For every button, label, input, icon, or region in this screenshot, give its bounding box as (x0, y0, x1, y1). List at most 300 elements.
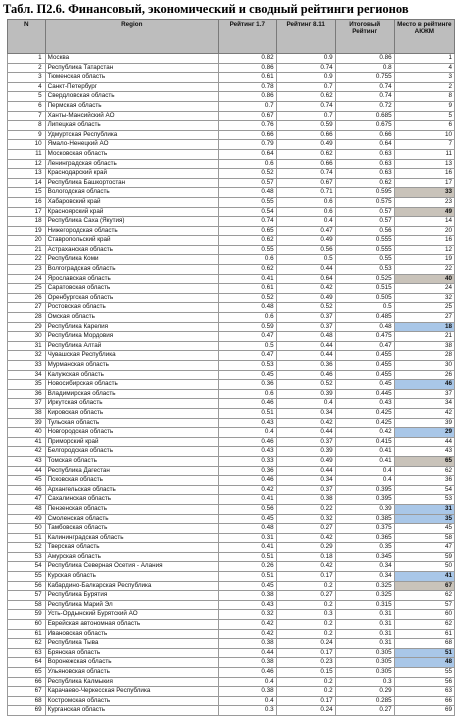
cell-n: 4 (8, 82, 46, 92)
cell-total-rating: 0.305 (335, 648, 394, 658)
cell-n: 28 (8, 313, 46, 323)
cell-n: 51 (8, 533, 46, 543)
cell-akzhm-place: 7 (394, 140, 454, 150)
cell-region: Кировская область (45, 408, 218, 418)
table-row (8, 207, 455, 217)
header-rating-8-11: Рейтинг 8.11 (276, 20, 335, 54)
cell-total-rating: 0.74 (335, 82, 394, 92)
table-row (8, 610, 455, 620)
cell-region: Московская область (45, 149, 218, 159)
cell-region: Хабаровский край (45, 197, 218, 207)
cell-rating-1-7: 0.44 (218, 648, 276, 658)
table-row (8, 466, 455, 476)
cell-total-rating: 0.39 (335, 504, 394, 514)
cell-rating-8-11: 0.56 (276, 245, 335, 255)
cell-n: 45 (8, 476, 46, 486)
cell-rating-1-7: 0.46 (218, 668, 276, 678)
cell-rating-8-11: 0.2 (276, 677, 335, 687)
cell-total-rating: 0.29 (335, 687, 394, 697)
cell-rating-8-11: 0.39 (276, 389, 335, 399)
cell-total-rating: 0.34 (335, 562, 394, 572)
cell-akzhm-place: 36 (394, 476, 454, 486)
cell-akzhm-place: 60 (394, 610, 454, 620)
cell-n: 61 (8, 629, 46, 639)
cell-total-rating: 0.63 (335, 159, 394, 169)
cell-rating-8-11: 0.36 (276, 361, 335, 371)
cell-total-rating: 0.675 (335, 121, 394, 131)
table-row (8, 418, 455, 428)
cell-total-rating: 0.505 (335, 293, 394, 303)
table-row (8, 696, 455, 706)
cell-akzhm-place: 62 (394, 591, 454, 601)
cell-rating-1-7: 0.41 (218, 543, 276, 553)
cell-rating-8-11: 0.37 (276, 313, 335, 323)
cell-total-rating: 0.43 (335, 399, 394, 409)
cell-region: Оренбургская область (45, 293, 218, 303)
cell-rating-8-11: 0.2 (276, 687, 335, 697)
cell-rating-1-7: 0.86 (218, 63, 276, 73)
cell-n: 58 (8, 600, 46, 610)
cell-region: Омская область (45, 313, 218, 323)
cell-total-rating: 0.47 (335, 341, 394, 351)
cell-total-rating: 0.375 (335, 524, 394, 534)
cell-akzhm-place: 27 (394, 313, 454, 323)
cell-region: Тюменская область (45, 73, 218, 83)
cell-total-rating: 0.35 (335, 543, 394, 553)
cell-akzhm-place: 13 (394, 159, 454, 169)
cell-total-rating: 0.57 (335, 217, 394, 227)
cell-total-rating: 0.595 (335, 188, 394, 198)
cell-total-rating: 0.57 (335, 207, 394, 217)
table-row (8, 428, 455, 438)
cell-rating-8-11: 0.46 (276, 370, 335, 380)
cell-total-rating: 0.64 (335, 140, 394, 150)
cell-rating-8-11: 0.52 (276, 303, 335, 313)
table-row (8, 274, 455, 284)
cell-akzhm-place: 12 (394, 245, 454, 255)
cell-region: Ульяновская область (45, 668, 218, 678)
table-row (8, 629, 455, 639)
cell-region: Республика Тыва (45, 639, 218, 649)
cell-rating-8-11: 0.49 (276, 140, 335, 150)
table-row (8, 121, 455, 131)
cell-n: 43 (8, 456, 46, 466)
cell-akzhm-place: 61 (394, 629, 454, 639)
cell-region: Приморский край (45, 437, 218, 447)
cell-region: Курская область (45, 572, 218, 582)
cell-rating-1-7: 0.61 (218, 73, 276, 83)
cell-rating-8-11: 0.6 (276, 197, 335, 207)
cell-rating-1-7: 0.42 (218, 629, 276, 639)
cell-akzhm-place: 46 (394, 380, 454, 390)
cell-total-rating: 0.8 (335, 63, 394, 73)
cell-rating-1-7: 0.36 (218, 466, 276, 476)
table-row (8, 101, 455, 111)
cell-akzhm-place: 3 (394, 73, 454, 83)
cell-n: 41 (8, 437, 46, 447)
cell-total-rating: 0.385 (335, 514, 394, 524)
cell-akzhm-place: 49 (394, 207, 454, 217)
table-row (8, 456, 455, 466)
table-row (8, 447, 455, 457)
cell-akzhm-place: 10 (394, 130, 454, 140)
cell-region: Смоленская область (45, 514, 218, 524)
cell-rating-1-7: 0.48 (218, 188, 276, 198)
cell-rating-1-7: 0.55 (218, 245, 276, 255)
table-row (8, 63, 455, 73)
cell-n: 56 (8, 581, 46, 591)
cell-region: Брянская область (45, 648, 218, 658)
cell-rating-1-7: 0.66 (218, 130, 276, 140)
cell-rating-1-7: 0.46 (218, 476, 276, 486)
table-row (8, 485, 455, 495)
cell-region: Томская область (45, 456, 218, 466)
table-row (8, 313, 455, 323)
cell-region: Краснодарский край (45, 169, 218, 179)
cell-region: Ивановская область (45, 629, 218, 639)
cell-akzhm-place: 48 (394, 658, 454, 668)
cell-total-rating: 0.395 (335, 485, 394, 495)
table-row (8, 361, 455, 371)
cell-rating-8-11: 0.44 (276, 351, 335, 361)
cell-total-rating: 0.425 (335, 408, 394, 418)
cell-region: Волгоградская область (45, 265, 218, 275)
table-row (8, 341, 455, 351)
cell-akzhm-place: 54 (394, 485, 454, 495)
table-row (8, 149, 455, 159)
cell-n: 49 (8, 514, 46, 524)
cell-rating-8-11: 0.17 (276, 648, 335, 658)
cell-rating-1-7: 0.76 (218, 121, 276, 131)
table-row (8, 226, 455, 236)
cell-n: 3 (8, 73, 46, 83)
cell-rating-8-11: 0.62 (276, 149, 335, 159)
cell-n: 19 (8, 226, 46, 236)
header-region: Region (45, 20, 218, 54)
cell-rating-1-7: 0.43 (218, 600, 276, 610)
cell-total-rating: 0.395 (335, 495, 394, 505)
cell-rating-1-7: 0.78 (218, 82, 276, 92)
cell-total-rating: 0.72 (335, 101, 394, 111)
cell-akzhm-place: 39 (394, 418, 454, 428)
cell-n: 40 (8, 428, 46, 438)
cell-n: 37 (8, 399, 46, 409)
cell-region: Пензенская область (45, 504, 218, 514)
cell-rating-8-11: 0.49 (276, 236, 335, 246)
cell-rating-8-11: 0.18 (276, 552, 335, 562)
cell-akzhm-place: 53 (394, 495, 454, 505)
cell-total-rating: 0.285 (335, 696, 394, 706)
cell-rating-1-7: 0.36 (218, 380, 276, 390)
cell-total-rating: 0.445 (335, 389, 394, 399)
cell-total-rating: 0.74 (335, 92, 394, 102)
cell-n: 32 (8, 351, 46, 361)
cell-rating-8-11: 0.29 (276, 543, 335, 553)
cell-n: 34 (8, 370, 46, 380)
cell-akzhm-place: 2 (394, 82, 454, 92)
cell-rating-1-7: 0.4 (218, 696, 276, 706)
table-row (8, 581, 455, 591)
cell-total-rating: 0.475 (335, 332, 394, 342)
cell-n: 62 (8, 639, 46, 649)
cell-total-rating: 0.325 (335, 591, 394, 601)
cell-total-rating: 0.525 (335, 274, 394, 284)
cell-total-rating: 0.66 (335, 130, 394, 140)
cell-region: Владимирская область (45, 389, 218, 399)
table-row (8, 504, 455, 514)
cell-rating-1-7: 0.57 (218, 178, 276, 188)
cell-n: 69 (8, 706, 46, 716)
cell-region: Республика Мордовия (45, 332, 218, 342)
cell-akzhm-place: 43 (394, 447, 454, 457)
cell-n: 18 (8, 217, 46, 227)
cell-region: Республика Башкортостан (45, 178, 218, 188)
cell-rating-8-11: 0.66 (276, 130, 335, 140)
cell-n: 31 (8, 341, 46, 351)
cell-rating-8-11: 0.42 (276, 562, 335, 572)
cell-rating-1-7: 0.5 (218, 341, 276, 351)
cell-n: 48 (8, 504, 46, 514)
cell-n: 22 (8, 255, 46, 265)
cell-region: Сахалинская область (45, 495, 218, 505)
cell-total-rating: 0.31 (335, 610, 394, 620)
cell-total-rating: 0.45 (335, 380, 394, 390)
cell-akzhm-place: 51 (394, 648, 454, 658)
cell-rating-8-11: 0.7 (276, 111, 335, 121)
table-row (8, 620, 455, 630)
table-row (8, 514, 455, 524)
cell-rating-1-7: 0.51 (218, 408, 276, 418)
cell-rating-8-11: 0.37 (276, 322, 335, 332)
cell-n: 66 (8, 677, 46, 687)
cell-rating-1-7: 0.74 (218, 217, 276, 227)
cell-total-rating: 0.62 (335, 178, 394, 188)
cell-rating-1-7: 0.79 (218, 140, 276, 150)
cell-rating-1-7: 0.48 (218, 303, 276, 313)
cell-n: 17 (8, 207, 46, 217)
table-row (8, 600, 455, 610)
cell-akzhm-place: 55 (394, 668, 454, 678)
cell-n: 39 (8, 418, 46, 428)
cell-total-rating: 0.4 (335, 476, 394, 486)
cell-rating-1-7: 0.48 (218, 524, 276, 534)
table-row (8, 408, 455, 418)
cell-akzhm-place: 26 (394, 370, 454, 380)
cell-rating-8-11: 0.3 (276, 610, 335, 620)
cell-rating-8-11: 0.52 (276, 380, 335, 390)
cell-akzhm-place: 6 (394, 121, 454, 131)
cell-rating-8-11: 0.42 (276, 418, 335, 428)
cell-rating-8-11: 0.44 (276, 341, 335, 351)
cell-total-rating: 0.425 (335, 418, 394, 428)
cell-total-rating: 0.31 (335, 620, 394, 630)
cell-n: 14 (8, 178, 46, 188)
cell-akzhm-place: 59 (394, 552, 454, 562)
cell-n: 53 (8, 552, 46, 562)
cell-region: Ярославская область (45, 274, 218, 284)
table-row (8, 399, 455, 409)
cell-region: Калининградская область (45, 533, 218, 543)
cell-n: 7 (8, 111, 46, 121)
cell-rating-1-7: 0.7 (218, 101, 276, 111)
ratings-table (7, 19, 455, 716)
table-row (8, 322, 455, 332)
cell-rating-8-11: 0.9 (276, 73, 335, 83)
cell-n: 47 (8, 495, 46, 505)
cell-akzhm-place: 68 (394, 639, 454, 649)
cell-akzhm-place: 8 (394, 92, 454, 102)
cell-region: Республика Дагестан (45, 466, 218, 476)
cell-akzhm-place: 19 (394, 255, 454, 265)
cell-total-rating: 0.3 (335, 677, 394, 687)
cell-total-rating: 0.41 (335, 456, 394, 466)
cell-akzhm-place: 45 (394, 524, 454, 534)
header-total-rating: Итоговый Рейтинг (335, 20, 394, 54)
cell-n: 25 (8, 284, 46, 294)
cell-n: 54 (8, 562, 46, 572)
cell-rating-1-7: 0.26 (218, 562, 276, 572)
cell-rating-1-7: 0.45 (218, 370, 276, 380)
cell-total-rating: 0.4 (335, 466, 394, 476)
cell-total-rating: 0.31 (335, 629, 394, 639)
cell-n: 8 (8, 121, 46, 131)
cell-rating-8-11: 0.37 (276, 437, 335, 447)
cell-rating-8-11: 0.74 (276, 101, 335, 111)
cell-region: Курганская область (45, 706, 218, 716)
cell-region: Белгородская область (45, 447, 218, 457)
cell-n: 55 (8, 572, 46, 582)
cell-region: Ямало-Ненецкий АО (45, 140, 218, 150)
table-row (8, 648, 455, 658)
table-row (8, 303, 455, 313)
cell-akzhm-place: 14 (394, 217, 454, 227)
cell-rating-1-7: 0.52 (218, 293, 276, 303)
cell-rating-1-7: 0.62 (218, 265, 276, 275)
cell-rating-1-7: 0.45 (218, 581, 276, 591)
cell-region: Иркутская область (45, 399, 218, 409)
header-akzhm-place: Место в рейтинге АКЖМ (394, 20, 454, 54)
cell-total-rating: 0.5 (335, 303, 394, 313)
table-row (8, 706, 455, 716)
cell-n: 1 (8, 54, 46, 64)
cell-n: 60 (8, 620, 46, 630)
cell-akzhm-place: 41 (394, 572, 454, 582)
cell-total-rating: 0.86 (335, 54, 394, 64)
cell-region: Еврейская автономная область (45, 620, 218, 630)
cell-rating-8-11: 0.2 (276, 600, 335, 610)
table-body (8, 54, 455, 716)
cell-rating-8-11: 0.71 (276, 188, 335, 198)
cell-region: Архангельская область (45, 485, 218, 495)
cell-rating-1-7: 0.46 (218, 437, 276, 447)
cell-rating-8-11: 0.38 (276, 495, 335, 505)
cell-akzhm-place: 44 (394, 437, 454, 447)
cell-region: Ханты-Мансийский АО (45, 111, 218, 121)
cell-n: 35 (8, 380, 46, 390)
cell-rating-1-7: 0.41 (218, 274, 276, 284)
cell-rating-1-7: 0.43 (218, 418, 276, 428)
cell-region: Калужская область (45, 370, 218, 380)
cell-region: Республика Саха (Якутия) (45, 217, 218, 227)
cell-akzhm-place: 58 (394, 533, 454, 543)
cell-akzhm-place: 42 (394, 408, 454, 418)
table-row (8, 169, 455, 179)
table-row (8, 197, 455, 207)
table-row (8, 476, 455, 486)
cell-total-rating: 0.27 (335, 706, 394, 716)
cell-n: 24 (8, 274, 46, 284)
cell-region: Республика Алтай (45, 341, 218, 351)
cell-rating-8-11: 0.5 (276, 255, 335, 265)
cell-rating-8-11: 0.64 (276, 274, 335, 284)
cell-n: 9 (8, 130, 46, 140)
table-row (8, 73, 455, 83)
cell-region: Санкт-Петербург (45, 82, 218, 92)
cell-rating-8-11: 0.32 (276, 514, 335, 524)
cell-akzhm-place: 32 (394, 293, 454, 303)
cell-akzhm-place: 50 (394, 562, 454, 572)
table-row (8, 658, 455, 668)
cell-rating-8-11: 0.24 (276, 639, 335, 649)
cell-rating-8-11: 0.4 (276, 217, 335, 227)
table-row (8, 236, 455, 246)
cell-rating-8-11: 0.34 (276, 408, 335, 418)
cell-region: Ставропольский край (45, 236, 218, 246)
cell-region: Тамбовская область (45, 524, 218, 534)
cell-n: 11 (8, 149, 46, 159)
cell-rating-8-11: 0.74 (276, 169, 335, 179)
cell-n: 30 (8, 332, 46, 342)
cell-total-rating: 0.56 (335, 226, 394, 236)
cell-total-rating: 0.365 (335, 533, 394, 543)
cell-region: Карачаево-Черкесская Республика (45, 687, 218, 697)
cell-region: Тверская область (45, 543, 218, 553)
cell-rating-8-11: 0.6 (276, 207, 335, 217)
cell-rating-8-11: 0.9 (276, 54, 335, 64)
cell-total-rating: 0.41 (335, 447, 394, 457)
cell-akzhm-place: 1 (394, 54, 454, 64)
cell-akzhm-place: 4 (394, 63, 454, 73)
cell-region: Астраханская область (45, 245, 218, 255)
cell-n: 23 (8, 265, 46, 275)
cell-n: 42 (8, 447, 46, 457)
cell-rating-8-11: 0.17 (276, 696, 335, 706)
cell-rating-8-11: 0.44 (276, 265, 335, 275)
cell-rating-8-11: 0.27 (276, 524, 335, 534)
cell-akzhm-place: 21 (394, 332, 454, 342)
cell-n: 57 (8, 591, 46, 601)
table-row (8, 178, 455, 188)
cell-total-rating: 0.415 (335, 437, 394, 447)
cell-akzhm-place: 38 (394, 341, 454, 351)
cell-rating-8-11: 0.17 (276, 572, 335, 582)
cell-region: Псковская область (45, 476, 218, 486)
cell-region: Республика Карелия (45, 322, 218, 332)
cell-rating-1-7: 0.64 (218, 149, 276, 159)
cell-rating-1-7: 0.86 (218, 92, 276, 102)
cell-akzhm-place: 18 (394, 322, 454, 332)
cell-n: 12 (8, 159, 46, 169)
cell-n: 64 (8, 658, 46, 668)
cell-total-rating: 0.755 (335, 73, 394, 83)
cell-akzhm-place: 62 (394, 466, 454, 476)
cell-total-rating: 0.48 (335, 322, 394, 332)
cell-akzhm-place: 30 (394, 361, 454, 371)
cell-rating-8-11: 0.62 (276, 92, 335, 102)
cell-region: Тульская область (45, 418, 218, 428)
cell-total-rating: 0.315 (335, 600, 394, 610)
cell-n: 46 (8, 485, 46, 495)
